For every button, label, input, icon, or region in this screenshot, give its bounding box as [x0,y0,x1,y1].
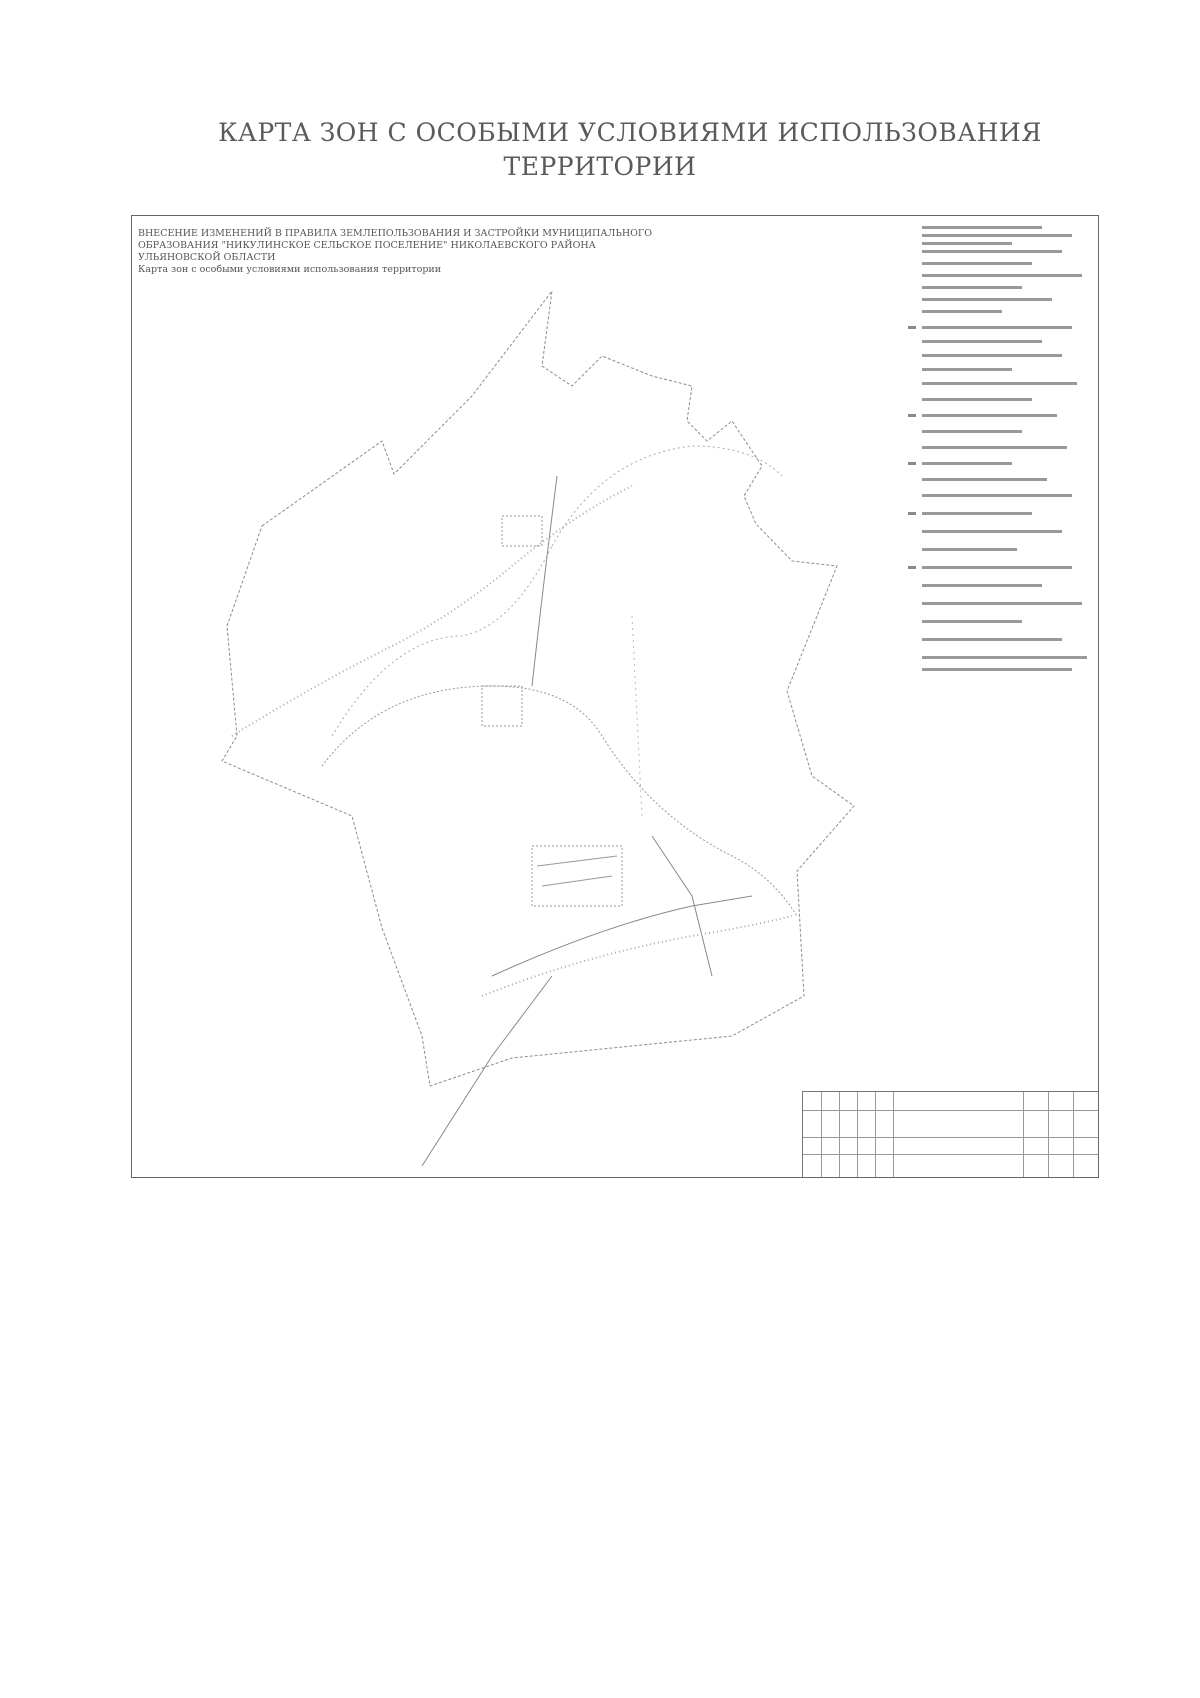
legend-row [922,462,1012,465]
legend-row [922,656,1087,659]
stamp-divider [875,1092,876,1177]
map-header-line-3: УЛЬЯНОВСКОЙ ОБЛАСТИ [138,252,276,263]
settlement-nikulino [532,846,622,906]
legend-row [922,530,1062,533]
map-header-line-4: Карта зон с особыми условиями использования территории [138,264,442,275]
legend-row [922,398,1032,401]
legend-row [922,326,1072,329]
legend-row [922,262,1032,265]
legend-row [922,548,1017,551]
legend-row [922,354,1062,357]
protection-zone-line-2 [482,916,792,996]
map-header-line-1: ВНЕСЕНИЕ ИЗМЕНЕНИЙ В ПРАВИЛА ЗЕМЛЕПОЛЬЗОВАНИЯ И ЗАСТРОЙКИ МУНИЦИПАЛЬНОГО [138,228,652,239]
stamp-divider [803,1154,1098,1155]
stamp-divider [857,1092,858,1177]
stream-line-2 [552,446,782,546]
legend-row [922,368,1012,371]
legend-row [922,478,1047,481]
road-line-4 [652,836,712,976]
stamp-divider [803,1110,1098,1111]
legend-row [922,446,1067,449]
legend-row [922,250,1062,253]
legend-row [922,494,1072,497]
legend-row [922,242,1012,245]
map-header [138,228,658,276]
legend-row [922,310,1002,313]
legend-row [922,668,1072,671]
river-line [322,686,797,916]
stamp-divider [1048,1092,1049,1177]
stamp-divider [893,1092,894,1177]
stamp-divider [839,1092,840,1177]
legend-row [922,286,1022,289]
map-header-line-2: ОБРАЗОВАНИЯ "НИКУЛИНСКОЕ СЕЛЬСКОЕ ПОСЕЛЕНИЕ" НИКОЛАЕВСКОГО РАЙОНА [138,240,596,251]
stamp-divider [803,1137,1098,1138]
legend-row [922,512,1032,515]
settlement-middle [482,686,522,726]
stamp-divider [1073,1092,1074,1177]
title-block-stamp [802,1091,1098,1177]
page-title [0,116,1200,184]
legend-row [922,340,1042,343]
stamp-divider [1023,1092,1024,1177]
legend-row [922,234,1072,237]
legend-row [922,584,1042,587]
page-title-line-1: КАРТА ЗОН С ОСОБЫМИ УСЛОВИЯМИ ИСПОЛЬЗОВАНИЯ [218,118,1042,147]
road-line-2 [492,896,752,976]
grid-line [632,616,642,816]
legend-row [922,414,1057,417]
stream-line [332,546,552,736]
legend-row [922,620,1022,623]
map-sheet [131,215,1099,1178]
map-legend [922,222,1092,682]
road-line [532,476,557,686]
legend-swatch-icon [908,512,916,515]
legend-row [922,430,1022,433]
legend-row [922,566,1072,569]
territory-boundary [222,291,854,1086]
legend-row [922,274,1082,277]
road-line-3 [422,976,552,1166]
legend-swatch-icon [908,566,916,569]
legend-swatch-icon [908,414,916,417]
legend-swatch-icon [908,326,916,329]
protection-zone-line [232,486,632,736]
legend-row [922,602,1082,605]
legend-row [922,226,1042,229]
stamp-divider [821,1092,822,1177]
legend-row [922,638,1062,641]
settlement-north [502,516,542,546]
legend-swatch-icon [908,462,916,465]
page-title-line-2: ТЕРРИТОРИИ [503,152,697,181]
legend-row [922,382,1077,385]
legend-row [922,298,1052,301]
